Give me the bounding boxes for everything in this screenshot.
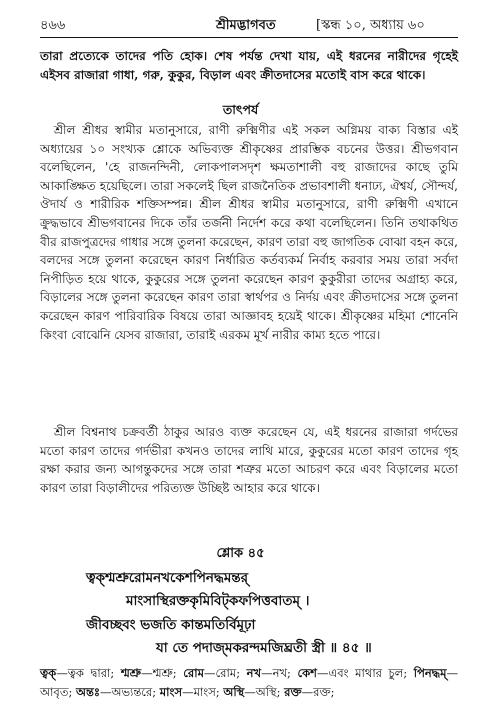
- header-rule: [40, 37, 458, 38]
- section-reference: [স্কন্ধ ১০, অধ্যায় ৬০: [316, 18, 425, 33]
- word-for-word-synonyms: [40, 664, 458, 702]
- verse-heading: শ্লোক ৪৫: [216, 546, 265, 561]
- synonym-entry: পিনদ্ধম্—আবৃত;: [40, 666, 459, 699]
- purport-paragraph-2-text: শ্রীল বিশ্বনাথ চক্রবর্তী ঠাকুর আরও ব্যক্ত করেছেন যে, এই ধরনের রাজারা গর্দভের মতো কারণ তাদের গর্দভীরা কখনও তাদের লাথি মারে, কুকুরের মতো কারণ তাদের গৃহ রক্ষা করার জন্য আগন্তুকদের সঙ্গে তারা শত্রুর মতো আচরণ করে এবং বিড়ালের মতো কারণ তারা বিড়ালীদের পরিত্যক্ত উচ্ছিষ্ট আহার করে থাকে।: [40, 425, 458, 495]
- purport-paragraph-1: [40, 121, 458, 344]
- purport-paragraph-2: [40, 423, 458, 497]
- synonym-entry: অস্থি—অস্থি;: [223, 685, 281, 699]
- purport-paragraph-1-text: শ্রীল শ্রীধর স্বামীর মতানুসারে, রাণী রুক্মিণীর এই সকল অগ্নিময় বাক্য বিস্তার এই অধ্যায়ের ১০ সংখ্যক শ্লোকে অভিব্যক্ত শ্রীকৃষ্ণের প্রারম্ভিক বচনের উত্তর। শ্রীভগবান বলেছিলেন, 'হে রাজনন্দিনী, লোকপালসদৃশ ক্ষমতাশালী বহু রাজাদের কাছে তুমি আকাঙ্ক্ষিত হয়েছিলে। তারা সকলেই ছিল রাজনৈতিক প্রভাবশালী ধনাঢ্য, ঐশ্বর্য, সৌন্দর্য, ঔদার্য ও শারীরিক শক্তিসম্পন্ন। শ্রীল শ্রীধর স্বামীর মতানুসারে, রাণী রুক্মিণী এখানে ক্রুদ্ধভাবে শ্রীভগবানের দিকে তাঁর তর্জনী নির্দেশ করে কথা বলেছিলেন। তিনি তথাকথিত বীর রাজপুত্রদের গাধার সঙ্গে তুলনা করেছেন, কারণ তারা বহু জাগতিক বোঝা বহন করে, বলদের সঙ্গে তুলনা করেছেন কারণ নির্ধারিত কর্তব্যকর্ম নির্বাহ করবার সময় তারা সর্বদা নিপীড়িত হয়ে থাকে, কুকুরের সঙ্গে তুলনা করেছেন কারণ কুকুরীরা তাদের অগ্রাহ্য করে, বিড়ালের সঙ্গে তুলনা করেছেন কারণ তারা স্বার্থপর ও নির্দয় এবং ক্রীতদাসের সঙ্গে তুলনা করেছেন কারণ পারিবারিক বিষয়ে তারা আজ্ঞাবহ হয়েই থাকে। শ্রীকৃষ্ণের মহিমা শোনেনি কিংবা বোঝেনি যেসব রাজারা, তারাই এরকম মূর্খ নারীর কাম্য হতে পারে।: [40, 123, 458, 342]
- synonym-entry: মাংস—মাংস;: [159, 685, 220, 699]
- synonym-entry: ত্বক্—ত্বক দ্বারা;: [40, 666, 115, 680]
- synonym-entry: অন্তঃ—অভ্যন্তরে;: [75, 685, 157, 699]
- synonym-entry: নখ—নখ;: [246, 666, 291, 680]
- intro-paragraph: তারা প্রত্যেকে তাদের পতি হোক। শেষ পর্যন্ত দেখা যায়, এই ধরনের নারীদের গৃহেই এইসব রাজারা গাধা, গরু, কুকুর, বিড়াল এবং ক্রীতদাসের মতোই বাস করে থাকে।: [40, 49, 458, 82]
- synonym-entry: রোম—রোম;: [183, 666, 241, 680]
- verse-line-4: যা তে পদাজ্মকরন্দমজিঘ্রতী স্ত্রী ॥ ৪৫ ॥: [156, 640, 372, 656]
- verse-line-3: জীবচ্ছবং ভজতি কান্তমতির্বিমূঢ়া: [86, 617, 256, 633]
- book-title: শ্রীমদ্ভাগবত: [216, 18, 276, 33]
- verse-line-1: ত্বক্শ্মশ্রুরোমনখকেশপিনদ্ধমন্তর্: [86, 570, 249, 586]
- page-number: ৪৬৬: [40, 18, 66, 33]
- running-header: [0, 14, 481, 36]
- purport-heading: তাৎপর্য: [222, 102, 259, 117]
- verse-line-2: মাংসাস্থিরক্তকৃমিবিট্কফপিত্তবাতম্ ।: [126, 593, 310, 609]
- synonym-entry: রক্ত—রক্ত;: [284, 685, 335, 699]
- synonym-entry: শ্মশ্রু—শ্মশ্রু;: [120, 666, 177, 680]
- synonym-entry: কেশ—এবং মাথার চুল;: [297, 666, 408, 680]
